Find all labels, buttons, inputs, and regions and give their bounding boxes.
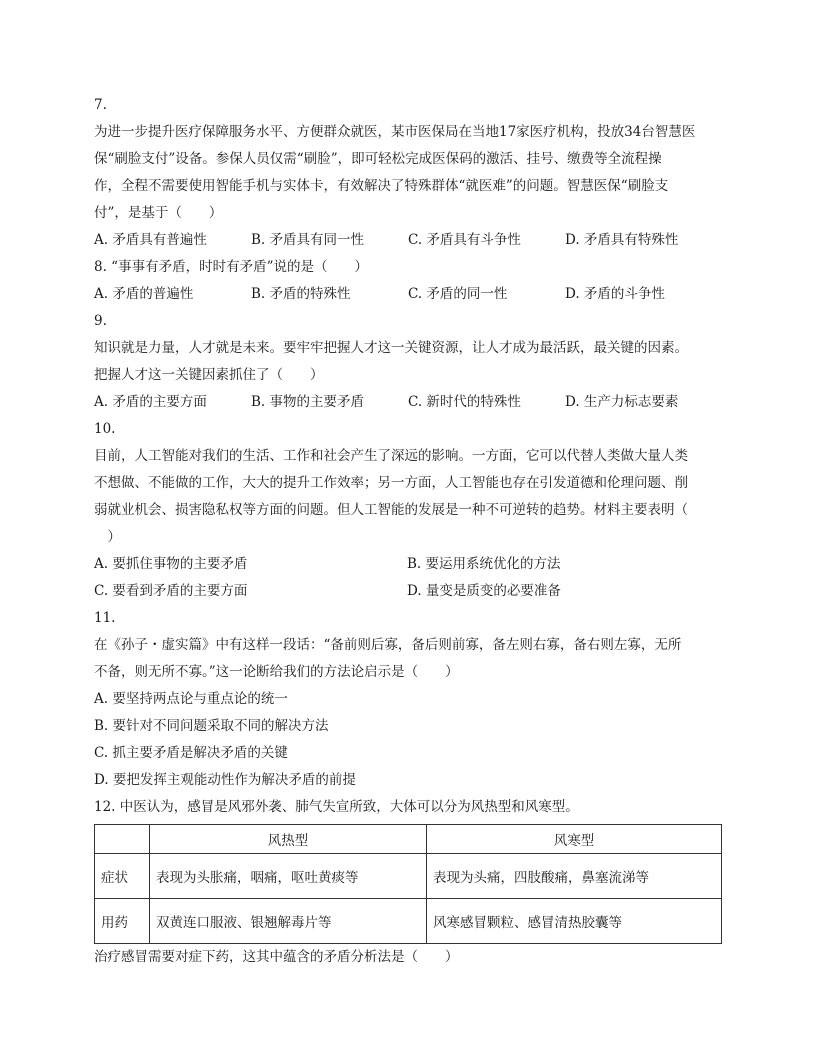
option-b[interactable]: B. 事物的主要矛盾 [251,394,365,410]
question-text-line: 在《孙子・虚实篇》中有这样一段话：“备前则后寡，备后则前寡，备左则右寡，备右则左寡，无所 [94,637,682,653]
cold-type-table [94,824,722,944]
options-row [94,389,724,416]
question-7 [94,92,724,254]
table-header-cell: 风热型 [150,825,427,854]
option-c[interactable]: C. 新时代的特殊性 [408,394,521,410]
question-10 [94,416,724,605]
option-d[interactable]: D. 矛盾的斗争性 [565,286,665,302]
question-8 [94,254,724,308]
question-number: 10. [94,421,116,437]
options-row [94,227,724,254]
question-text-line: 把握人才这一关键因素抓住了（ ） [94,367,324,383]
question-text-line: ） [94,529,121,545]
option-a[interactable]: A. 矛盾的主要方面 [94,394,207,410]
option-c[interactable]: C. 矛盾的同一性 [408,286,508,302]
option-d[interactable]: D. 要把发挥主观能动性作为解决矛盾的前提 [94,772,356,788]
option-a[interactable]: A. 要坚持两点论与重点论的统一 [94,691,288,707]
table-cell: 风寒感冒颗粒、感冒清热胶囊等 [427,899,722,944]
question-text-line: 保“刷脸支付”设备。参保人员仅需“刷脸”，即可轻松完成医保码的激活、挂号、缴费等全流程操 [94,151,662,167]
option-c[interactable]: C. 要看到矛盾的主要方面 [94,583,248,599]
table-cell: 双黄连口服液、银翘解毒片等 [150,899,427,944]
table-row [95,854,722,899]
options-row [94,578,724,605]
question-9 [94,308,724,416]
question-text-line: 不备，则无所不寡。”这一论断给我们的方法论启示是（ ） [94,664,459,680]
question-stem: 8. “事事有矛盾，时时有矛盾”说的是（ ） [94,259,368,275]
table-cell: 表现为头胀痛，咽痛，呕吐黄痰等 [150,854,427,899]
question-text-line: 弱就业机会、损害隐私权等方面的问题。但人工智能的发展是一种不可逆转的趋势。材料主要表明（ [94,502,688,518]
option-c[interactable]: C. 矛盾具有斗争性 [408,232,521,248]
question-text-line: 作，全程不需要使用智能手机与实体卡，有效解决了特殊群体“就医难”的问题。智慧医保“刷脸支 [94,178,669,194]
option-d[interactable]: D. 生产力标志要素 [565,394,679,410]
option-a[interactable]: A. 要抓住事物的主要矛盾 [94,556,248,572]
question-text-line: 治疗感冒需要对症下药，这其中蕴含的矛盾分析法是（ ） [94,949,459,965]
options-row [94,551,724,578]
option-b[interactable]: B. 要运用系统优化的方法 [407,556,561,572]
question-11 [94,605,724,794]
question-number: 9. [94,313,107,329]
option-b[interactable]: B. 矛盾的特殊性 [251,286,351,302]
option-b[interactable]: B. 要针对不同问题采取不同的解决方法 [94,718,329,734]
table-cell: 症状 [95,854,150,899]
table-cell: 表现为头痛，四肢酸痛，鼻塞流涕等 [427,854,722,899]
option-a[interactable]: A. 矛盾具有普遍性 [94,232,207,248]
table-header-cell [95,825,150,854]
option-a[interactable]: A. 矛盾的普遍性 [94,286,194,302]
question-12 [94,794,724,971]
question-list [94,92,724,971]
option-b[interactable]: B. 矛盾具有同一性 [251,232,365,248]
option-d[interactable]: D. 矛盾具有特殊性 [565,232,679,248]
options-row [94,281,724,308]
question-text-line: 知识就是力量，人才就是未来。要牢牢把握人才这一关键资源，让人才成为最活跃，最关键的因素。 [94,340,688,356]
table-cell: 用药 [95,899,150,944]
table-header-cell: 风寒型 [427,825,722,854]
question-text-line: 为进一步提升医疗保障服务水平、方便群众就医，某市医保局在当地17家医疗机构，投放34台智慧医 [94,124,696,140]
question-text-line: 目前，人工智能对我们的生活、工作和社会产生了深远的影响。一方面，它可以代替人类做大量人类 [94,448,688,464]
question-text-line: 付”，是基于（ ） [94,205,223,221]
table-row [95,899,722,944]
option-d[interactable]: D. 量变是质变的必要准备 [407,583,561,599]
table-header-row [95,825,722,854]
question-stem: 12. 中医认为，感冒是风邪外袭、肺气失宣所致，大体可以分为风热型和风寒型。 [94,799,579,815]
option-c[interactable]: C. 抓主要矛盾是解决矛盾的关键 [94,745,288,761]
question-number: 7. [94,97,107,113]
question-text-line: 不想做、不能做的工作，大大的提升工作效率；另一方面，人工智能也存在引发道德和伦理问题、削 [94,475,688,491]
question-number: 11. [94,610,116,626]
